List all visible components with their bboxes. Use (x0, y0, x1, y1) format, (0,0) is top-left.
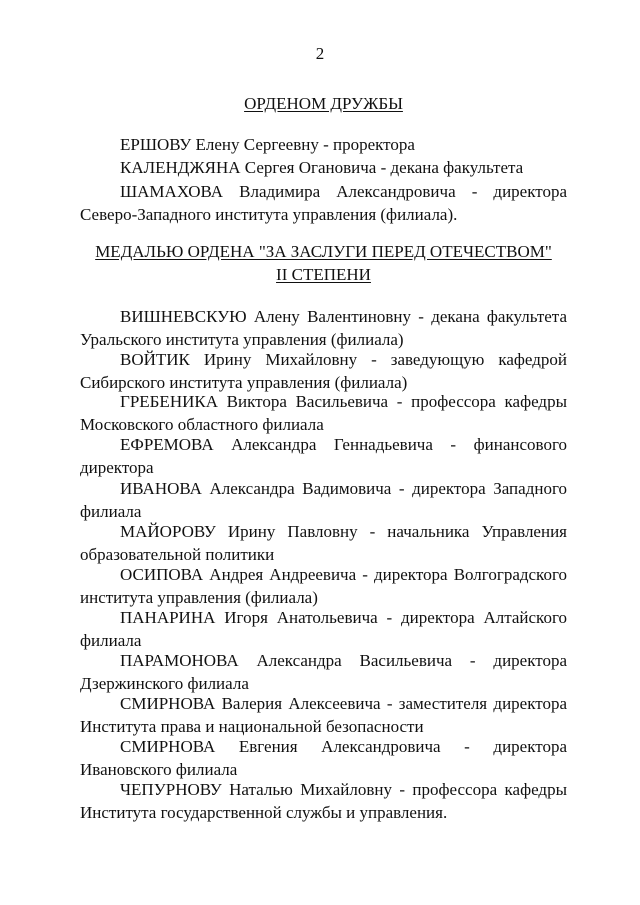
award-entry: ИВАНОВА Александра Вадимовича - директора Западного филиала (80, 479, 567, 521)
award-entry: ГРЕБЕНИКА Виктора Васильевича - профессора кафедры Московского областного филиала (80, 392, 567, 434)
section-heading-medal (80, 240, 567, 286)
award-entry: ЕФРЕМОВА Александра Геннадьевича - финансового директора (80, 435, 567, 477)
heading-text: ОРДЕНОМ ДРУЖБЫ (244, 94, 403, 113)
award-entry: ВОЙТИК Ирину Михайловну - заведующую кафедрой Сибирского института управления (филиала) (80, 350, 567, 392)
award-entry: ОСИПОВА Андрея Андреевича - директора Волгоградского института управления (филиала) (80, 565, 567, 607)
award-entry: КАЛЕНДЖЯНА Сергея Огановича - декана факультета (120, 158, 524, 177)
page-number: 2 (315, 44, 325, 63)
award-entry: СМИРНОВА Евгения Александровича - директора Ивановского филиала (80, 737, 567, 779)
award-entry: МАЙОРОВУ Ирину Павловну - начальника Управления образовательной политики (80, 522, 567, 564)
award-entry: ЕРШОВУ Елену Сергеевну - проректора (120, 135, 415, 154)
award-entry: СМИРНОВА Валерия Алексеевича - заместителя директора Института права и национальной безопасности (80, 694, 567, 736)
heading-line-1: МЕДАЛЬЮ ОРДЕНА "ЗА ЗАСЛУГИ ПЕРЕД ОТЕЧЕСТВОМ" (95, 242, 552, 261)
award-entry: ПАРАМОНОВА Александра Васильевича - директора Дзержинского филиала (80, 651, 567, 693)
heading-line-2: II СТЕПЕНИ (276, 265, 371, 284)
award-entry: ПАНАРИНА Игоря Анатольевича - директора Алтайского филиала (80, 608, 567, 650)
section-heading-order-of-friendship (80, 92, 567, 115)
award-entry: ЧЕПУРНОВУ Наталью Михайловну - профессора кафедры Института государственной службы и управления. (80, 780, 567, 822)
award-entry: ВИШНЕВСКУЮ Алену Валентиновну - декана факультета Уральского института управления (филиала) (80, 307, 567, 349)
award-entry: ШАМАХОВА Владимира Александровича - директора Северо-Западного института управления (филиала). (80, 182, 567, 224)
